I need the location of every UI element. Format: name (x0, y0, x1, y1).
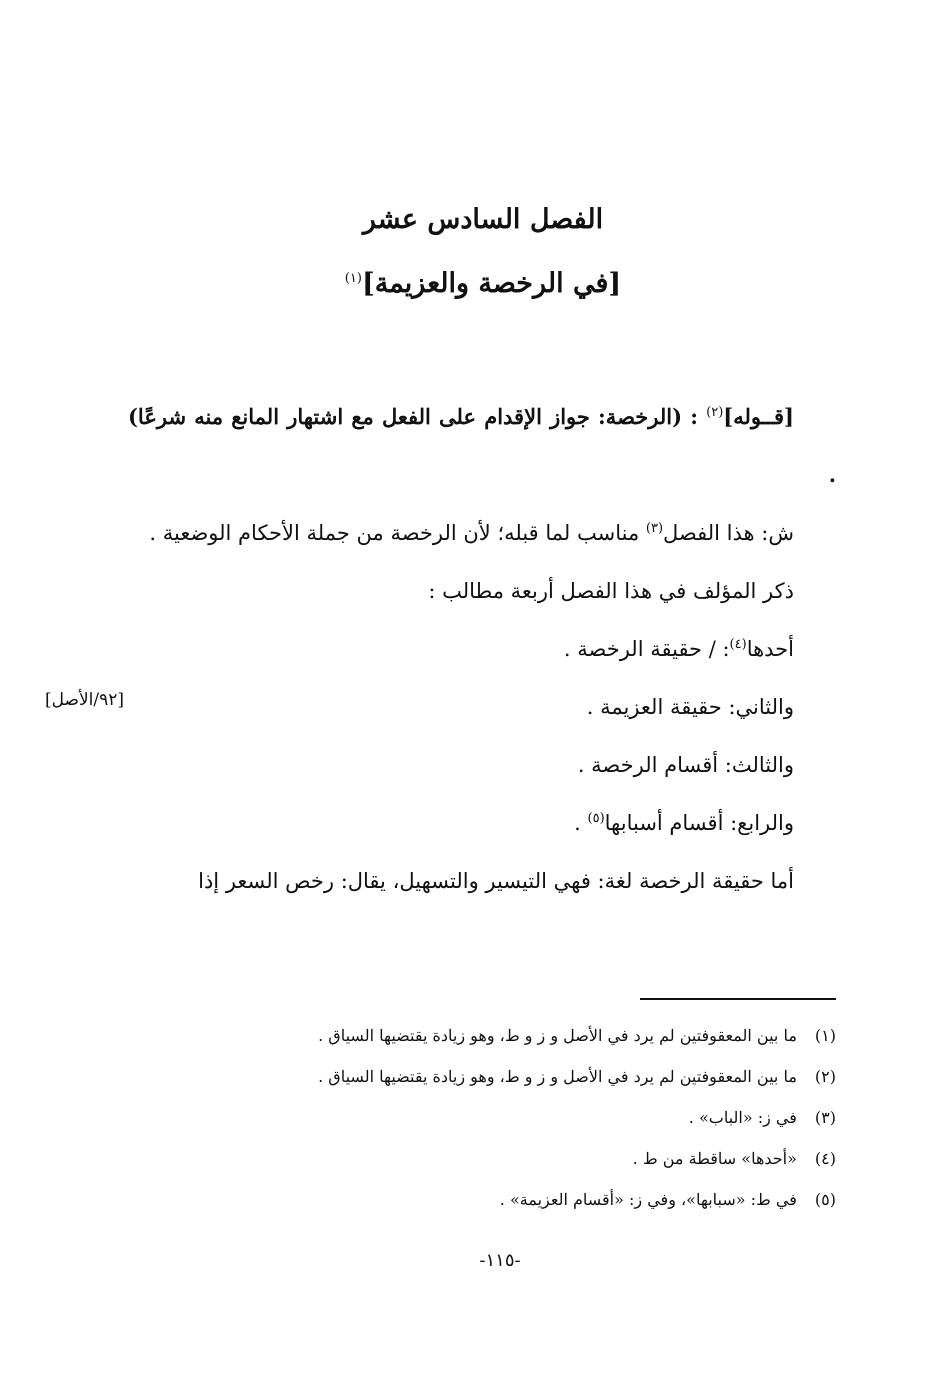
definition-paragraph (128, 852, 836, 910)
footnote-text: في ط: «سبابها»، وفي ز: «أقسام العزيمة» . (499, 1190, 797, 1209)
footnote-ref-2[interactable]: (٢) (706, 405, 724, 420)
footnote-2 (128, 1056, 836, 1097)
list-item-3-text: والثالث: أقسام الرخصة . (577, 753, 794, 777)
intro-paragraph (128, 562, 836, 620)
list-item-1-lead: أحدها (746, 637, 794, 661)
chapter-title-text: الفصل السادس عشر (362, 204, 604, 235)
footnote-ref-5[interactable]: (٥) (587, 811, 605, 826)
list-item-1 (128, 620, 836, 678)
list-item-4-lead: والرابع: أقسام أسبابها (604, 811, 794, 835)
list-item-2-text: والثاني: حقيقة العزيمة . (586, 695, 794, 719)
list-item-4 (128, 794, 836, 852)
matn-lead: [قــوله] (723, 404, 794, 429)
matn-text: : (الرخصة: جواز الإقدام على الفعل مع اشتهار المانع منه شرعًا) . (128, 404, 836, 487)
footnote-number: (٥) (814, 1190, 836, 1209)
commentary-lead: ش: هذا الفصل (663, 521, 794, 545)
footnote-5 (128, 1179, 836, 1220)
margin-page-reference: [٩٢/الأصل] (45, 690, 124, 710)
footnote-ref-1[interactable]: (١) (344, 271, 362, 286)
commentary-text: مناسب لما قبله؛ لأن الرخصة من جملة الأحكام الوضعية . (149, 521, 646, 545)
footnote-3 (128, 1097, 836, 1138)
page-number: -١١٥- (479, 1250, 521, 1271)
footnote-number: (٢) (814, 1067, 836, 1086)
commentary-paragraph (128, 504, 836, 562)
footnote-4 (128, 1138, 836, 1179)
list-item-1-text: : / حقيقة الرخصة . (563, 637, 730, 661)
footnote-ref-4[interactable]: (٤) (729, 637, 747, 652)
footnote-separator (640, 998, 836, 1000)
footnote-number: (٣) (814, 1108, 836, 1127)
definition-text: أما حقيقة الرخصة لغة: فهي التيسير والتسهيل، يقال: رخص السعر إذا (198, 869, 794, 893)
chapter-subtitle-text: [في الرخصة والعزيمة] (361, 268, 622, 299)
footnote-text: ما بين المعقوفتين لم يرد في الأصل و ز و ط، وهو زيادة يقتضيها السياق . (318, 1026, 797, 1045)
body-text (128, 388, 836, 910)
list-item-2 (128, 678, 836, 736)
chapter-title (130, 198, 836, 242)
footnote-text: في ز: «الباب» . (688, 1108, 797, 1127)
footnotes (128, 1015, 836, 1220)
footnote-text: ما بين المعقوفتين لم يرد في الأصل و ز و ط، وهو زيادة يقتضيها السياق . (318, 1067, 797, 1086)
footnote-number: (٤) (814, 1149, 836, 1168)
footnote-ref-3[interactable]: (٣) (645, 521, 664, 536)
footnote-1 (128, 1015, 836, 1056)
footnote-text: «أحدها» ساقطة من ط . (632, 1149, 797, 1168)
list-item-4-text: . (574, 811, 588, 835)
chapter-subtitle (130, 262, 836, 306)
intro-text: ذكر المؤلف في هذا الفصل أربعة مطالب : (428, 579, 794, 603)
footnote-number: (١) (814, 1026, 836, 1045)
matn-paragraph (128, 388, 836, 504)
list-item-3 (128, 736, 836, 794)
